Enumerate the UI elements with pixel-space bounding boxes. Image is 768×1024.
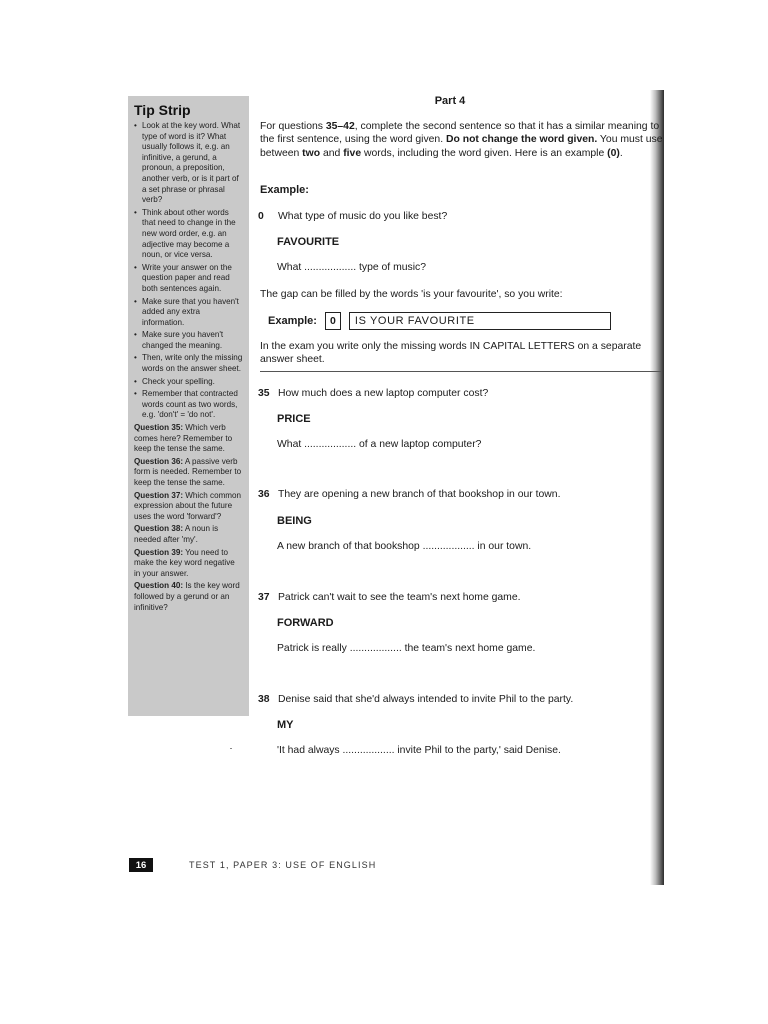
example-question: [258, 211, 658, 222]
instructions-text: .: [619, 147, 623, 159]
tip-bullet: • Remember that contracted words count as two words, e.g. 'don't' = 'do not'.: [134, 389, 243, 421]
tip-bullet: • Then, write only the missing words on the answer sheet.: [134, 353, 243, 374]
question-number: 37: [258, 592, 270, 603]
tip-strip-title: Tip Strip: [134, 102, 191, 118]
instructions-emphasis: two: [302, 147, 321, 159]
question-tip: [134, 423, 243, 455]
question-number: 38: [258, 694, 270, 705]
tip-bullet: • Make sure that you haven't added any extra information.: [134, 297, 243, 329]
question-tip-text: Which verb comes here? Remember to keep the tense the same.: [134, 423, 233, 454]
question-sentence: What type of music do you like best?: [278, 211, 448, 222]
section-divider: [260, 371, 662, 372]
instructions-text: You must use between: [260, 134, 663, 159]
tip-list: [134, 121, 243, 421]
question-37: [258, 592, 658, 603]
example-keyword: FAVOURITE: [277, 236, 340, 248]
example-gap-sentence: What .................. type of music?: [277, 262, 426, 273]
question-number: 36: [258, 489, 270, 500]
instructions-text: words, including the word given. Here is an example: [361, 147, 608, 159]
scan-speck: [230, 748, 232, 749]
question-gap-sentence: Patrick is really .................. the team's next home game.: [277, 643, 536, 654]
tip-bullet: • Check your spelling.: [134, 377, 243, 388]
question-gap-sentence: What .................. of a new laptop computer?: [277, 439, 482, 450]
page-edge-shadow: [650, 90, 664, 885]
question-number: 0: [258, 211, 264, 222]
question-tip-text: A noun is needed after 'my'.: [134, 524, 219, 544]
question-keyword: PRICE: [277, 413, 311, 425]
example-answer-row: [268, 312, 611, 330]
question-tip: [134, 457, 243, 489]
question-tip-label: Question 35:: [134, 423, 184, 433]
example-answer-box: IS YOUR FAVOURITE: [349, 312, 611, 330]
question-sentence: They are opening a new branch of that bookshop in our town.: [278, 489, 561, 500]
question-sentence: Denise said that she'd always intended to invite Phil to the party.: [278, 694, 574, 705]
tip-bullet: • Make sure you haven't changed the meaning.: [134, 330, 243, 351]
page-number: 16: [129, 858, 153, 872]
instructions: [260, 120, 664, 160]
question-38: [258, 694, 658, 705]
instructions-emphasis: Do not change the word given.: [445, 134, 598, 146]
question-tip: [134, 491, 243, 523]
question-36: [258, 489, 658, 500]
question-tip-text: You need to make the key word negative in your answer.: [134, 547, 235, 578]
footer-title: TEST 1, PAPER 3: USE OF ENGLISH: [189, 860, 377, 870]
question-range: 35–42: [325, 121, 355, 132]
question-number: 35: [258, 388, 270, 399]
question-tip-label: Question 38:: [134, 524, 184, 534]
tip-bullet: • Look at the key word. What type of word is it? What usually follows it, e.g. an infinitive, a gerund, a pronoun, a preposition, another verb, or is it part of a set phrase or phrasal verb?: [134, 121, 243, 206]
question-keyword: BEING: [277, 515, 312, 527]
tip-strip: [128, 96, 249, 716]
example-answer-label: Example:: [268, 315, 317, 327]
instructions-text: , complete the second sentence so that it has a similar meaning to the first sentence, using the word given.: [260, 121, 660, 146]
fill-note: The gap can be filled by the words 'is your favourite', so you write:: [260, 289, 563, 300]
question-tip-text: A passive verb form is needed. Remember to keep the tense the same.: [134, 456, 242, 487]
example-heading: Example:: [260, 184, 309, 196]
example-answer-number-box: 0: [325, 312, 341, 330]
question-keyword: MY: [277, 719, 294, 731]
question-tip-text: Which common expression about the future uses the word 'forward'?: [134, 490, 242, 521]
question-35: [258, 388, 658, 399]
question-sentence: Patrick can't wait to see the team's next home game.: [278, 592, 521, 603]
part-title: Part 4: [434, 95, 466, 107]
question-tip: [134, 581, 243, 613]
question-gap-sentence: 'It had always .................. invite Phil to the party,' said Denise.: [277, 745, 561, 756]
question-tip-label: Question 39:: [134, 547, 184, 557]
instructions-text: For questions: [260, 121, 326, 132]
instructions-emphasis: (0): [607, 147, 620, 159]
question-tip: [134, 548, 243, 580]
question-gap-sentence: A new branch of that bookshop .................. in our town.: [277, 541, 532, 552]
exam-note: In the exam you write only the missing words IN CAPITAL LETTERS on a separate answer sheet.: [260, 341, 642, 366]
question-tip: [134, 524, 243, 545]
tip-bullet: • Write your answer on the question paper and read both sentences again.: [134, 263, 243, 295]
question-sentence: How much does a new laptop computer cost?: [278, 388, 489, 399]
question-keyword: FORWARD: [277, 617, 334, 629]
instructions-emphasis: five: [343, 147, 362, 159]
question-tip-label: Question 40:: [134, 581, 184, 591]
question-tip-label: Question 36:: [134, 456, 184, 466]
instructions-text: and: [320, 147, 344, 159]
question-tip-text: Is the key word followed by a gerund or an infinitive?: [134, 581, 240, 612]
question-tip-label: Question 37:: [134, 490, 184, 500]
tip-bullet: • Think about other words that need to change in the new word order, e.g. an adjective may become a noun, or vice versa.: [134, 208, 243, 261]
